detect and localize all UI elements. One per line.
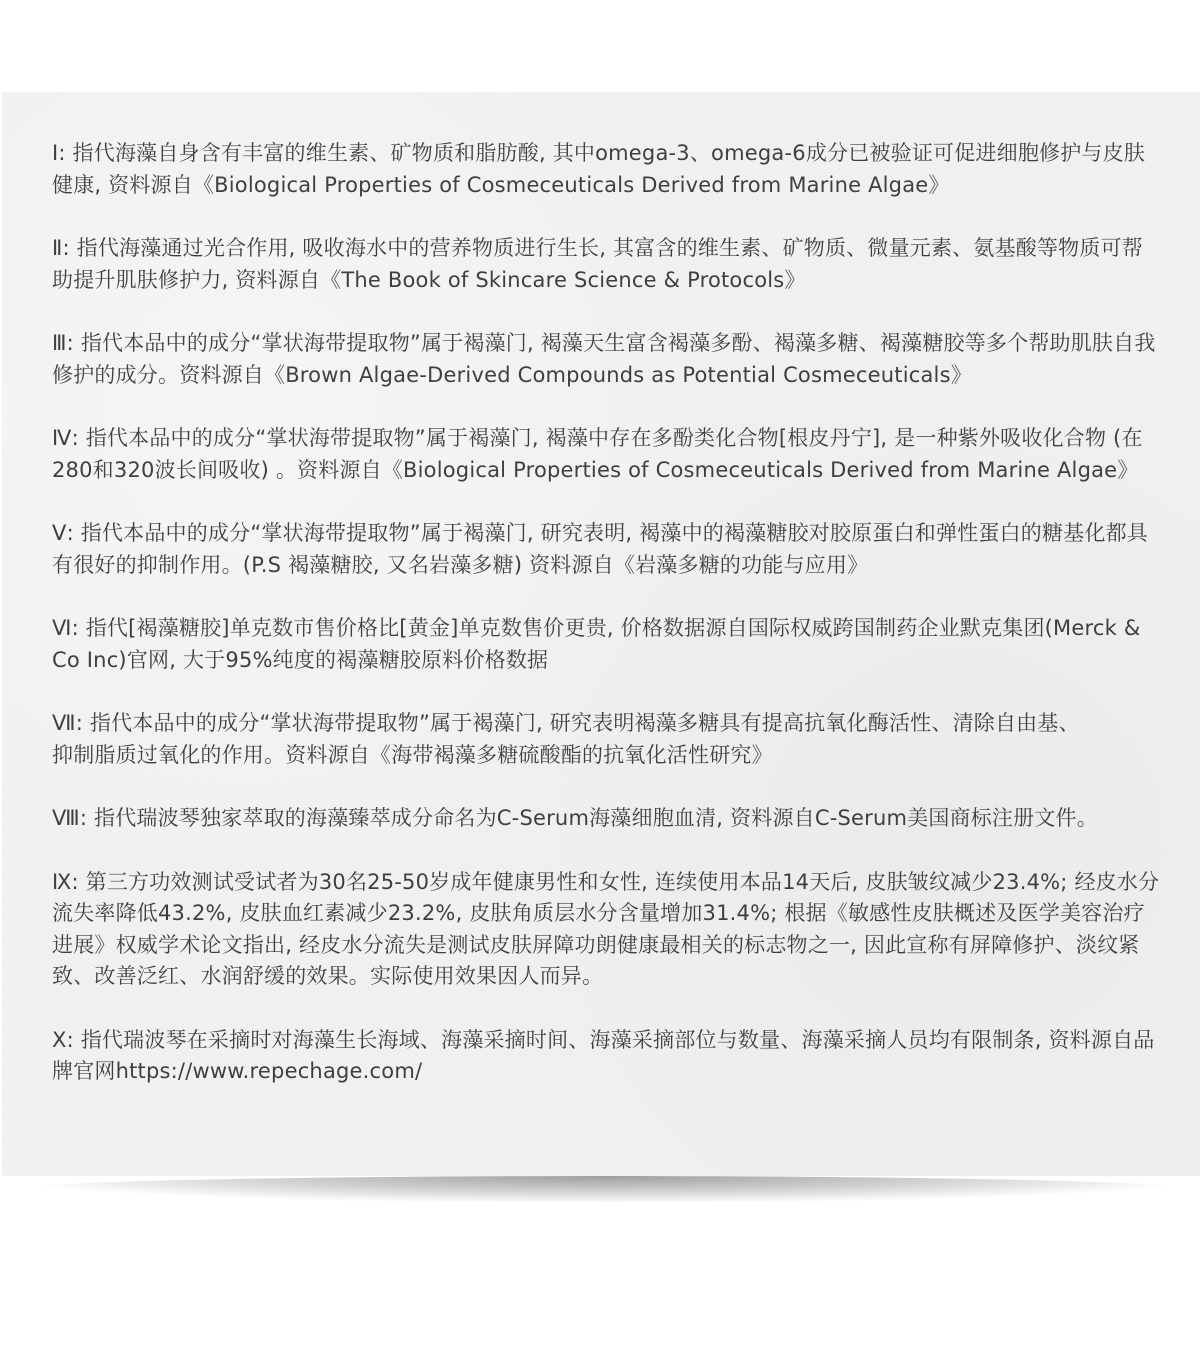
footnote-5: Ⅴ: 指代本品中的成分“掌状海带提取物”属于褐藻门, 研究表明, 褐藻中的褐藻糖胶对胶原蛋白和弹性蛋白的糖基化都具有很好的抑制作用。(P.S 褐藻糖胶, 又名岩藻多糖) 资料源自《岩藻多糖的功能与应用》 xyxy=(52,521,1148,577)
footnote-9: Ⅸ: 第三方功效测试受试者为30名25-50岁成年健康男性和女性, 连续使用本品14天后, 皮肤皱纹减少23.4%; 经皮水分流失率降低43.2%, 皮肤血红素减少23.2%, 皮肤角质层水分含量增加31.4%; 根据《敏感性皮肤概述及医学美容治疗进展》权威学术论文指出, 经皮水分流失是测试皮肤屏障功朗健康最相关的标志物之一, 因此宣称有屏障修护、淡纹紧致、改善泛红、水润舒缓的效果。实际使用效果因人而异。 xyxy=(52,869,1160,988)
footnote-8: Ⅷ: 指代瑞波琴独家萃取的海藻臻萃成分命名为C-Serum海藻细胞血清, 资料源自C-Serum美国商标注册文件。 xyxy=(52,806,1098,830)
footnote-6: Ⅵ: 指代[褐藻糖胶]单克数市售价格比[黄金]单克数售价更贵, 价格数据源自国际权威跨国制药企业默克集团(Merck & Co Inc)官网, 大于95%纯度的褐藻糖胶原料价格数据 xyxy=(52,616,1141,672)
footnote-10: Ⅹ: 指代瑞波琴在采摘时对海藻生长海域、海藻采摘时间、海藻采摘部位与数量、海藻采摘人员均有限制条, 资料源自品牌官网https://www.repechage.com/ xyxy=(52,1027,1155,1083)
footnote-1: Ⅰ: 指代海藻自身含有丰富的维生素、矿物质和脂肪酸, 其中omega-3、omega-6成分已被验证可促进细胞修护与皮肤健康, 资料源自《Biological Properties of Cosmeceuticals Derived from Marine Algae》 xyxy=(52,141,1146,197)
footnote-2: Ⅱ: 指代海藻通过光合作用, 吸收海水中的营养物质进行生长, 其富含的维生素、矿物质、微量元素、氨基酸等物质可帮助提升肌肤修护力, 资料源自《The Book of Skincare Science & Protocols》 xyxy=(52,236,1143,292)
footnote-7: Ⅶ: 指代本品中的成分“掌状海带提取物”属于褐藻门, 研究表明褐藻多糖具有提高抗氧化酶活性、清除自由基、 抑制脂质过氧化的作用。资料源自《海带褐藻多糖硫酸酯的抗氧化活性研究》 xyxy=(52,711,1080,767)
footnotes-list xyxy=(52,138,1162,1120)
footnote-4: Ⅳ: 指代本品中的成分“掌状海带提取物”属于褐藻门, 褐藻中存在多酚类化合物[根皮丹宁], 是一种紫外吸收化合物 (在280和320波长间吸收) 。资料源自《Biological Properties of Cosmeceuticals Derived from Marine Algae》 xyxy=(52,426,1143,482)
paper-shadow xyxy=(22,1176,1188,1202)
footnote-3: Ⅲ: 指代本品中的成分“掌状海带提取物”属于褐藻门, 褐藻天生富含褐藻多酚、褐藻多糖、褐藻糖胶等多个帮助肌肤自我修护的成分。资料源自《Brown Algae-Derived Compounds as Potential Cosmeceuticals》 xyxy=(52,331,1156,387)
